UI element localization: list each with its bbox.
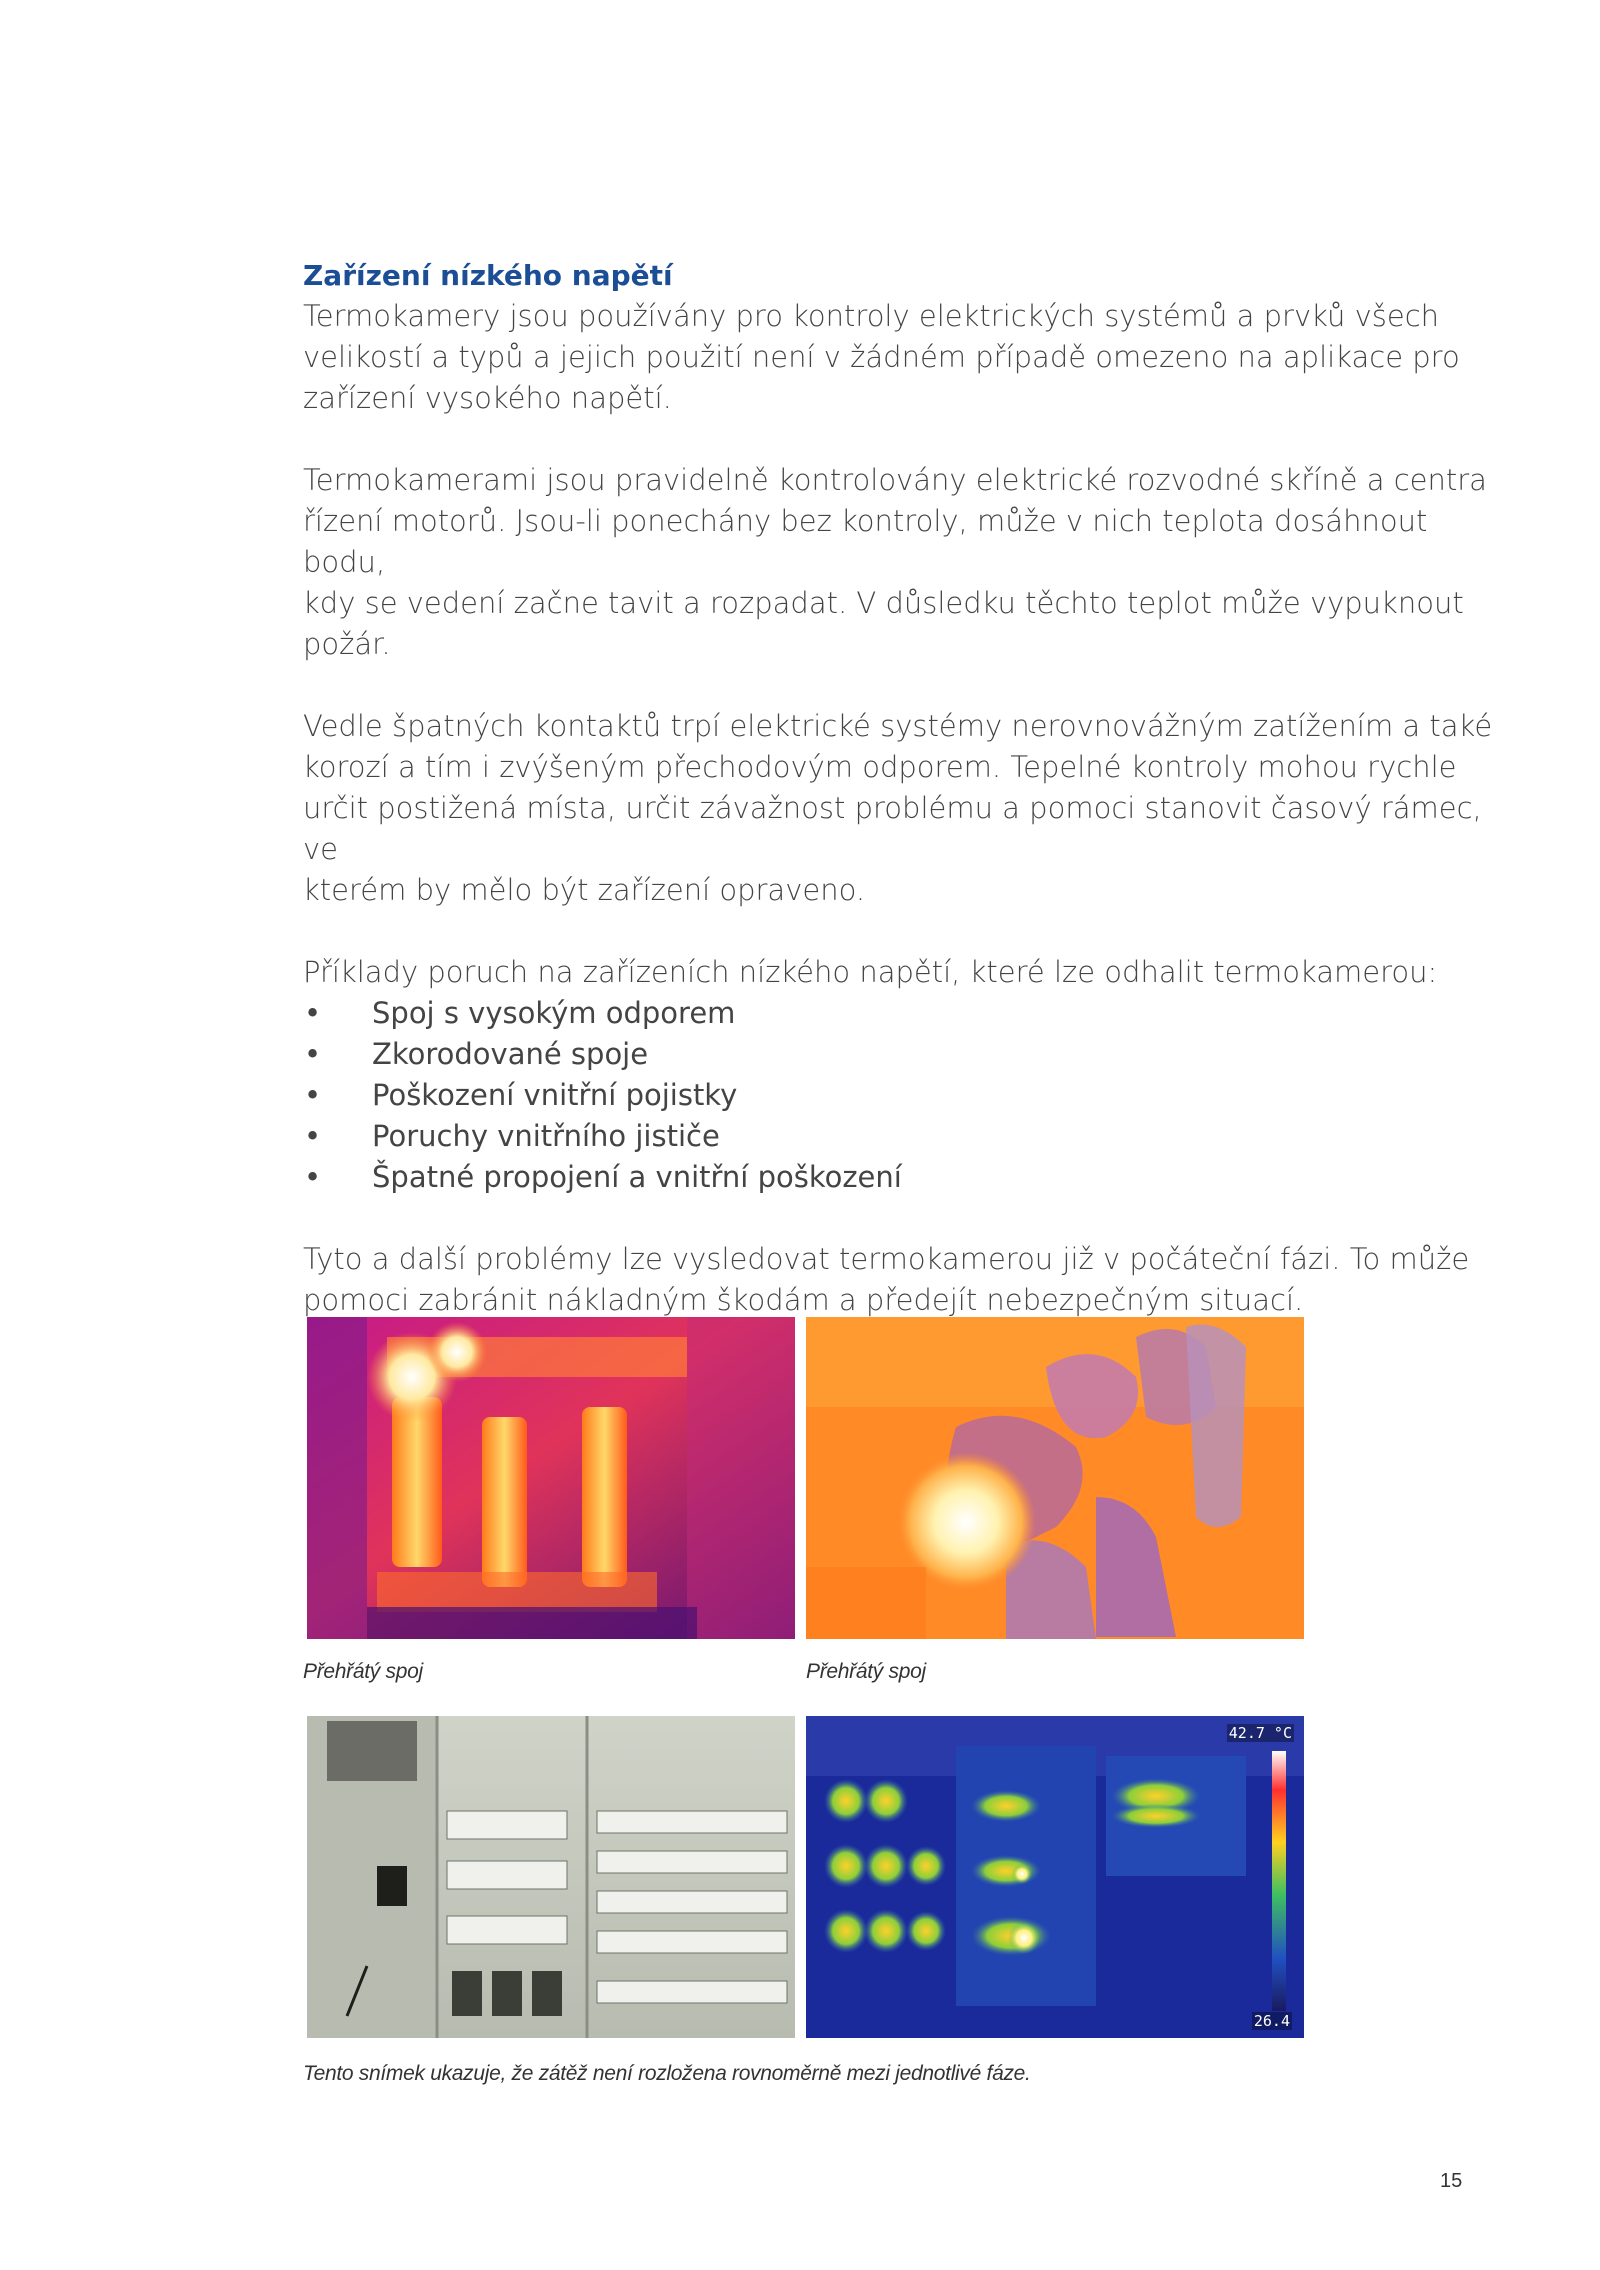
paragraph-1-line-1: Termokamery jsou používány pro kontroly elektrických systémů a prvků všech [303,299,1440,333]
caption-fuses: Přehřátý spoj [303,1660,423,1683]
paragraph-2-line-3: kdy se vedení začne tavit a rozpadat. V důsledku těchto teplot může vypuknout [303,586,1464,620]
paragraph-2-line-2: řízení motorů. Jsou-li ponechány bez kontroly, může v nich teplota dosáhnout bodu, [303,504,1428,579]
bullet-icon: • [304,1119,322,1153]
bullet-icon: • [304,1078,322,1112]
page-number: 15 [1440,2170,1463,2192]
list-intro: Příklady poruch na zařízeních nízkého napětí, které lze odhalit termokamerou: [303,955,1438,989]
list-item: • Zkorodované spoje [303,1034,1503,1075]
paragraph-2 [303,460,1503,665]
paragraph-1 [303,296,1503,419]
scale-min-label: 26.4 [1253,2012,1290,2030]
paragraph-2-line-1: Termokamerami jsou pravidelně kontrolovány elektrické rozvodné skříně a centra [303,463,1487,497]
thermal-image-fuses [307,1317,795,1639]
fault-list [303,993,1503,1198]
bullet-icon: • [304,1160,322,1194]
list-item: • Spoj s vysokým odporem [303,993,1503,1034]
paragraph-1-line-3: zařízení vysokého napětí. [303,381,672,415]
bullet-icon: • [304,1037,322,1071]
bullet-icon: • [304,996,322,1030]
visual-image-distribution-board [307,1716,795,2038]
list-item: • Špatné propojení a vnitřní poškození [303,1157,1503,1198]
list-item: • Poškození vnitřní pojistky [303,1075,1503,1116]
paragraph-3-line-1: Vedle špatných kontaktů trpí elektrické systémy nerovnovážným zatížením a také [303,709,1493,743]
thermal-image-cables [806,1317,1304,1639]
paragraph-3 [303,706,1503,911]
thermal-image-phase-load [806,1716,1304,2038]
paragraph-1-line-2: velikostí a typů a jejich použití není v žádném případě omezeno na aplikace pro [303,340,1460,374]
section-title: Zařízení nízkého napětí [303,259,673,292]
closing-paragraph [303,1239,1503,1321]
paragraph-2-line-4: požár. [303,627,391,661]
list-item: • Poruchy vnitřního jističe [303,1116,1503,1157]
text-block [303,255,1503,1362]
paragraph-3-line-4: kterém by mělo být zařízení opraveno. [303,873,866,907]
caption-cables: Přehřátý spoj [806,1660,926,1683]
scale-max-label: 42.7 °C [1228,1724,1292,1742]
closing-line-2: pomoci zabránit nákladným škodám a předejít nebezpečným situací. [303,1283,1304,1317]
paragraph-3-line-2: korozí a tím i zvýšeným přechodovým odporem. Tepelné kontroly mohou rychle [303,750,1457,784]
paragraph-3-line-3: určit postižená místa, určit závažnost problému a pomoci stanovit časový rámec, ve [303,791,1482,866]
caption-phase-load: Tento snímek ukazuje, že zátěž není rozložena rovnoměrně mezi jednotlivé fáze. [303,2062,1031,2085]
closing-line-1: Tyto a další problémy lze vysledovat termokamerou již v počáteční fázi. To může [303,1242,1470,1276]
